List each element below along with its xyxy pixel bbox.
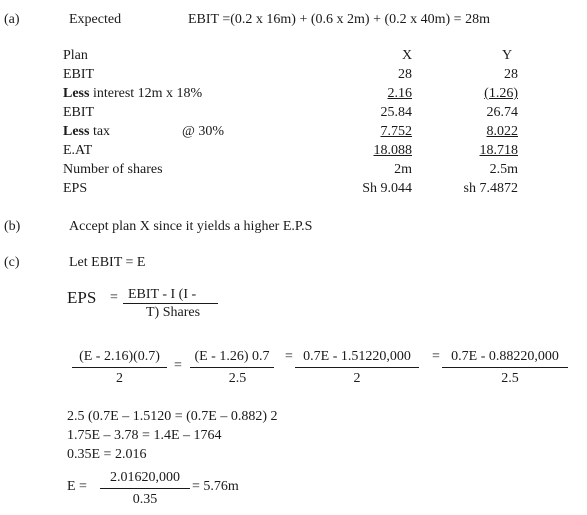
table-cell-x: 2m — [394, 162, 412, 177]
final-fraction-bar — [100, 488, 190, 489]
table-cell-y: sh 7.4872 — [463, 181, 518, 196]
table-row-label: Number of shares — [63, 162, 163, 177]
underlined-value: 8.022 — [486, 124, 518, 139]
ebit-equation: EBIT =(0.2 x 16m) + (0.6 x 2m) + (0.2 x 40m) = 28m — [188, 12, 490, 27]
fraction-2-num: (E - 1.26) 0.7 — [194, 349, 270, 364]
working-line-2: 1.75E – 3.78 = 1.4E – 1764 — [67, 428, 222, 443]
underlined-value: 18.088 — [373, 143, 412, 158]
table-cell-y: 26.74 — [486, 105, 518, 120]
table-row-label — [63, 124, 110, 140]
part-a-label: (a) — [4, 12, 20, 27]
eps-equals: = — [110, 290, 118, 305]
underlined-value: 2.16 — [387, 86, 412, 101]
underlined-value: 18.718 — [479, 143, 518, 158]
part-c-label: (c) — [4, 255, 20, 270]
eps-fraction-bar — [123, 303, 218, 304]
table-header-x: X — [401, 48, 413, 63]
underlined-value: (1.26) — [484, 86, 518, 101]
eps-label: EPS — [67, 288, 97, 307]
table-row-label: EBIT — [63, 105, 95, 120]
table-cell-y — [436, 86, 518, 102]
final-numerator: 2.01620,000 — [110, 470, 180, 485]
table-cell-y: 2.5m — [489, 162, 518, 177]
table-cell-x — [330, 143, 412, 159]
fraction-4-den: 2.5 — [501, 371, 519, 386]
table-row-label: EPS — [63, 181, 88, 196]
working-line-1: 2.5 (0.7E – 1.5120 = (0.7E – 0.882) 2 — [67, 409, 278, 424]
less-label: Less — [63, 124, 90, 139]
fraction-3-num: 0.7E - 1.51220,000 — [303, 349, 411, 364]
fraction-4-eq: = — [432, 349, 440, 364]
fraction-2-den: 2.5 — [228, 371, 247, 386]
table-cell-y — [436, 124, 518, 140]
fraction-1-bar — [72, 367, 167, 368]
let-ebit: Let EBIT = E — [69, 255, 146, 270]
fraction-1-den: 2 — [116, 371, 123, 386]
table-row-label: EBIT — [63, 67, 95, 82]
table-header-plan: Plan — [63, 48, 88, 63]
final-result: = 5.76m — [192, 479, 239, 494]
table-row-label: E.AT — [63, 143, 93, 158]
eps-numerator: EBIT - I (I - — [128, 287, 197, 302]
eps-denominator: T) Shares — [146, 305, 201, 320]
table-cell-x: 25.84 — [380, 105, 412, 120]
fraction-3-bar — [295, 367, 419, 368]
tax-rate: @ 30% — [182, 124, 225, 139]
less-label: Less — [63, 86, 90, 101]
final-lhs: E = — [67, 479, 87, 494]
table-cell-x — [330, 86, 412, 102]
table-header-y: Y — [501, 48, 513, 63]
underlined-value: 7.752 — [380, 124, 412, 139]
table-cell-y: 28 — [504, 67, 518, 82]
fraction-2-eq: = — [174, 358, 182, 373]
part-b-label: (b) — [4, 219, 21, 234]
table-cell-x: Sh 9.044 — [362, 181, 412, 196]
fraction-4-bar — [442, 367, 568, 368]
fraction-3-den: 2 — [353, 371, 361, 386]
row-label-rest: tax — [89, 124, 111, 139]
working-line-3: 0.35E = 2.016 — [67, 447, 147, 462]
part-a-heading: Expected — [69, 12, 122, 27]
fraction-3-eq: = — [285, 349, 293, 364]
row-label-rest: interest 12m x 18% — [89, 86, 203, 101]
fraction-2-bar — [190, 367, 274, 368]
table-row-label — [63, 86, 202, 102]
part-b-text: Accept plan X since it yields a higher E.P.S — [69, 219, 313, 234]
table-cell-y — [436, 143, 518, 159]
fraction-4-num: 0.7E - 0.88220,000 — [451, 349, 559, 364]
fraction-1-num: (E - 2.16)(0.7) — [79, 349, 160, 364]
table-cell-x: 28 — [398, 67, 412, 82]
final-denominator: 0.35 — [132, 492, 158, 507]
table-cell-x — [330, 124, 412, 140]
